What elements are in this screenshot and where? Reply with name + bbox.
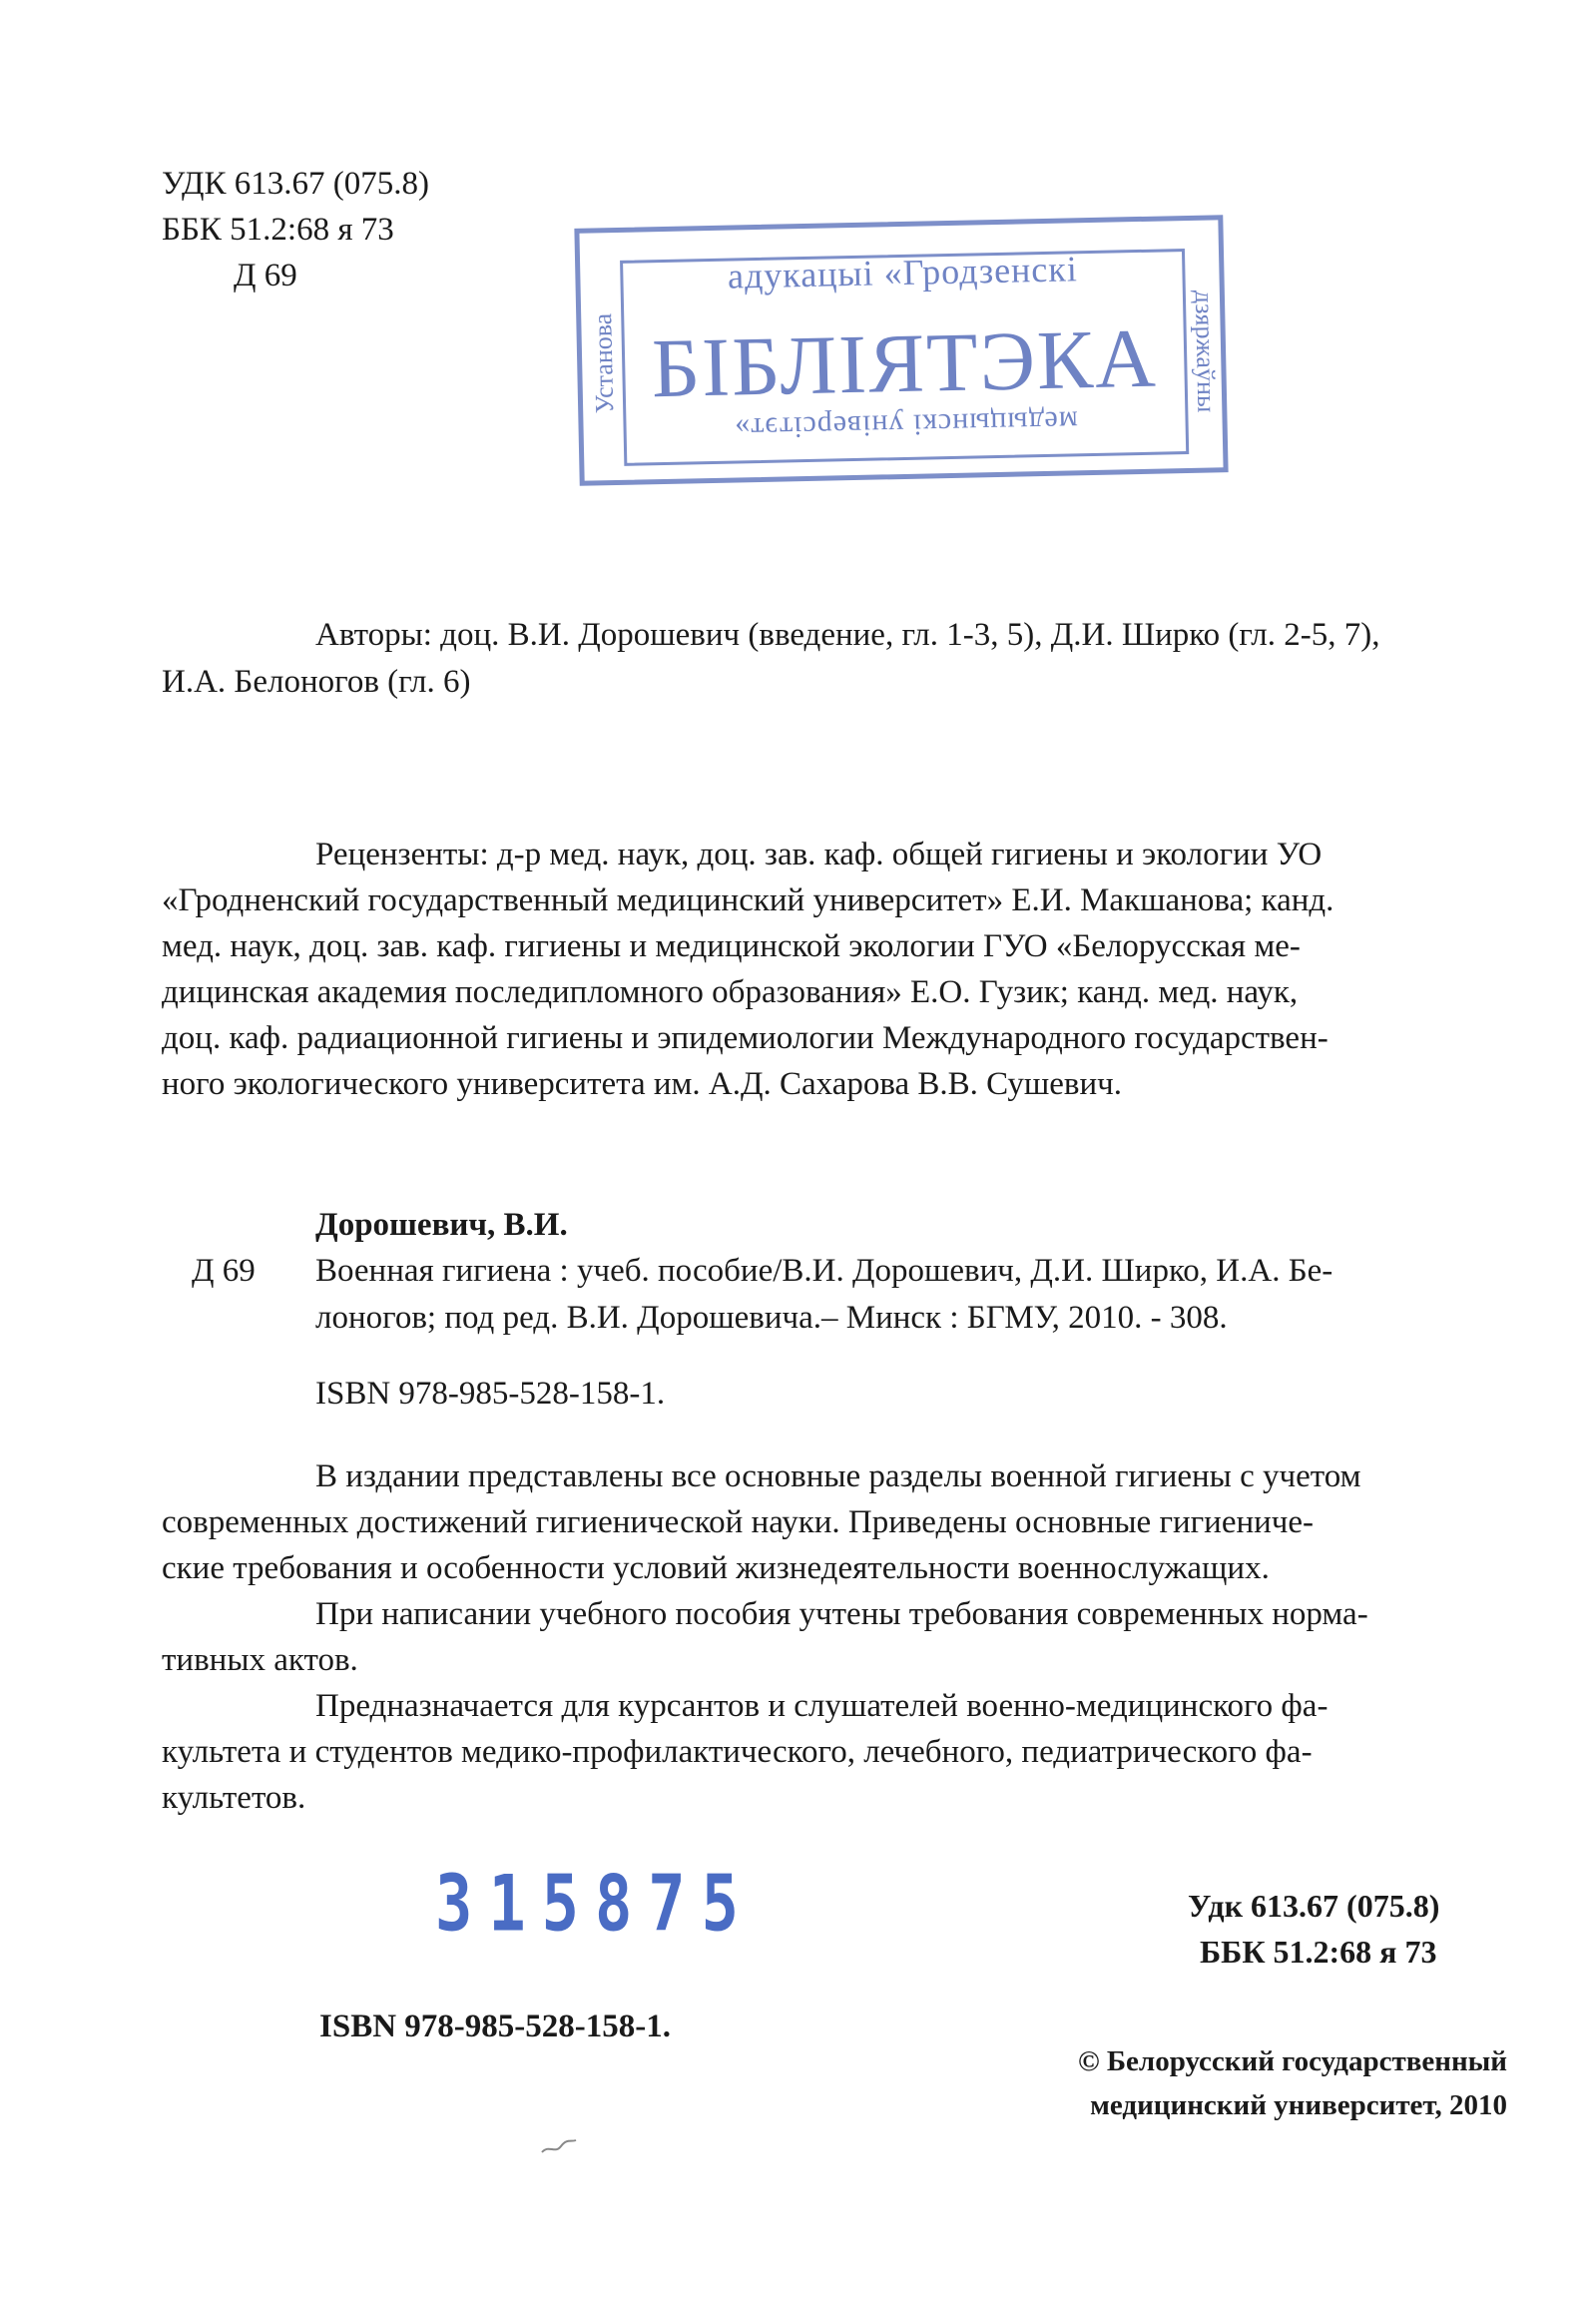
abstract-line: тивных актов. <box>162 1642 358 1678</box>
authors-line-2: И.А. Белоногов (гл. 6) <box>162 664 471 700</box>
footer-udk: Удк 613.67 (075.8) <box>1188 1888 1440 1924</box>
abstract-line: культета и студентов медико-профилактического, лечебного, педиатрического фа- <box>162 1734 1313 1770</box>
udk-code: УДК 613.67 (075.8) <box>162 166 430 202</box>
pencil-mark-icon <box>539 2134 579 2158</box>
catalog-description-line-2: лоногов; под ред. В.И. Дорошевича.– Минск : БГМУ, 2010. - 308. <box>315 1300 1228 1336</box>
reviewers-line: Рецензенты: д-р мед. наук, доц. зав. каф. общей гигиены и экологии УО <box>315 837 1323 872</box>
abstract-line: При написании учебного пособия учтены требования современных норма- <box>315 1596 1368 1632</box>
reviewers-line: дицинская академия последипломного образования» Е.О. Гузик; канд. мед. наук, <box>162 974 1299 1010</box>
catalog-isbn: ISBN 978-985-528-158-1. <box>315 1376 666 1412</box>
author-mark: Д 69 <box>234 258 297 293</box>
abstract-line: культетов. <box>162 1780 306 1816</box>
stamp-top-text: адукацыi «Гродзенскi <box>727 249 1079 296</box>
reviewers-line: «Гродненский государственный медицинский университет» Е.И. Макшанова; канд. <box>162 882 1334 918</box>
stamp-left-text: Установа <box>588 312 620 414</box>
copyright-block <box>1038 2039 1507 2127</box>
abstract-line: современных достижений гигиенической науки. Приведены основные гигиениче- <box>162 1504 1315 1540</box>
reviewers-block <box>162 832 1499 1107</box>
catalog-description-line-1: Военная гигиена : учеб. пособие/В.И. Дорошевич, Д.И. Ширко, И.А. Бе- <box>315 1253 1333 1289</box>
abstract-block <box>162 1453 1499 1821</box>
stamp-right-text: дзяржаўны <box>1189 288 1222 413</box>
catalog-code: Д 69 <box>192 1253 256 1289</box>
reviewers-line: ного экологического университета им. А.Д. Сахарова В.В. Сушевич. <box>162 1066 1123 1102</box>
stamp-inner-frame <box>588 249 1222 466</box>
footer-bbk: ББК 51.2:68 я 73 <box>1200 1934 1437 1970</box>
inventory-number: 315875 <box>435 1857 755 1950</box>
stamp-main-text: БIБЛIЯТЭКА <box>650 311 1159 416</box>
authors-line-1: Авторы: доц. В.И. Дорошевич (введение, гл. 1-3, 5), Д.И. Ширко (гл. 2-5, 7), <box>315 617 1380 653</box>
catalog-author: Дорошевич, В.И. <box>315 1207 568 1243</box>
reviewers-line: мед. наук, доц. зав. каф. гигиены и медицинской экологии ГУО «Белорусская ме- <box>162 928 1301 964</box>
footer-isbn: ISBN 978-985-528-158-1. <box>319 2009 671 2044</box>
copyright-line-2: медицинский университет, 2010 <box>1090 2089 1507 2121</box>
reviewers-line: доц. каф. радиационной гигиены и эпидемиологии Международного государствен- <box>162 1020 1329 1056</box>
abstract-line: В издании представлены все основные разделы военной гигиены с учетом <box>315 1458 1361 1494</box>
stamp-bottom-text: медыцынскi унiверсiтэт» <box>734 404 1079 445</box>
abstract-line: Предназначается для курсантов и слушателей военно-медицинского фа- <box>315 1688 1329 1724</box>
bbk-code: ББК 51.2:68 я 73 <box>162 212 394 248</box>
copyright-line-1: © Белорусский государственный <box>1077 2045 1507 2077</box>
library-stamp <box>574 215 1228 486</box>
abstract-line: ские требования и особенности условий жизнедеятельности военнослужащих. <box>162 1550 1270 1586</box>
